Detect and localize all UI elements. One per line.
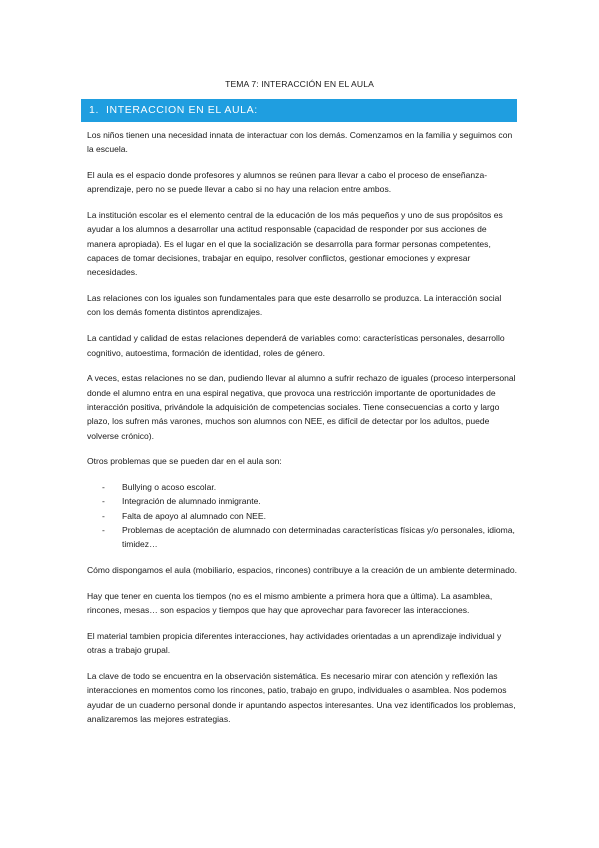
- list-item-text: Integración de alumnado inmigrante.: [122, 496, 261, 507]
- paragraph: Hay que tener en cuenta los tiempos (no es el mismo ambiente a primera hora que a última). La asamblea, rincones, mesas… son espacios y tiempos que hay que aprovechar para favorecer las interacciones.: [87, 590, 493, 616]
- list-item: [87, 509, 517, 523]
- paragraph: Otros problemas que se pueden dar en el aula son:: [87, 456, 282, 467]
- list-item-text: Bullying o acoso escolar.: [122, 482, 217, 493]
- list-item-text: Problemas de aceptación de alumnado con determinadas características físicas y/o personales, idioma, timidez…: [122, 525, 515, 550]
- section-heading: [81, 99, 517, 122]
- dash-bullet: -: [102, 482, 105, 493]
- list-item: [87, 480, 517, 494]
- paragraph: El material tambien propicia diferentes interacciones, hay actividades orientadas a un aprendizaje individual y otras a trabajo grupal.: [87, 631, 502, 656]
- paragraph: La cantidad y calidad de estas relaciones dependerá de variables como: características personales, desarrollo cognitivo, autoestima, formación de identidad, roles de género.: [87, 333, 505, 358]
- list-item: [87, 523, 517, 552]
- paragraph: La institución escolar es el elemento central de la educación de los más pequeños y uno de sus propósitos es ayudar a los alumnos a desarrollar una actitud responsable (capacidad de responder por sus acciones de manera apropiada). Es el lugar en el que la socialización se desarrolla para formar personas competentes, capaces de tomar decisiones, trabajar en equipo, resolver conflictos, gestionar emociones y expresar necesidades.: [87, 210, 503, 278]
- paragraph: Las relaciones con los iguales son fundamentales para que este desarrollo se produzca. La interacción social con los demás fomenta distintos aprendizajes.: [87, 293, 502, 318]
- dash-bullet: -: [102, 525, 105, 536]
- paragraph: Los niños tienen una necesidad innata de interactuar con los demás. Comenzamos en la familia y seguimos con la escuela.: [87, 130, 513, 155]
- list-item: [87, 494, 517, 508]
- dash-bullet: -: [102, 496, 105, 507]
- section-number: 1.: [89, 104, 99, 116]
- list-item-text: Falta de apoyo al alumnado con NEE.: [122, 510, 266, 521]
- paragraph: El aula es el espacio donde profesores y alumnos se reúnen para llevar a cabo el proceso de enseñanza-aprendizaje, pero no se puede llevar a cabo si no hay una relacion entre ambos.: [87, 170, 488, 195]
- paragraph: A veces, estas relaciones no se dan, pudiendo llevar al alumno a sufrir rechazo de iguales (proceso interpersonal donde el alumno entra en una espiral negativa, que provoca una restricción importante de oportunidades de interacción positiva, privándole la adquisición de competencias sociales. Tiene consecuencias a corto y largo plazo, los sufren más varones, muchos son alumnos con NEE, es difícil de detectar por los adultos, puede volverse crónico).: [87, 373, 516, 441]
- problems-list: [87, 480, 517, 551]
- paragraph: La clave de todo se encuentra en la observación sistemática. Es necesario mirar con atención y reflexión las interacciones en momentos como los rincones, patio, trabajo en grupo, individuales o asamblea. Nos podemos ayudar de un cuaderno personal donde ir apuntando aspectos interesantes. Una vez identificados los problemas, analizaremos las mejores estrategias.: [87, 671, 516, 724]
- document-title: TEMA 7: INTERACCIÓN EN EL AULA: [225, 79, 374, 89]
- section-label: INTERACCION EN EL AULA:: [106, 104, 258, 116]
- paragraph: Cómo dispongamos el aula (mobiliario, espacios, rincones) contribuye a la creación de un ambiente determinado.: [87, 565, 517, 576]
- dash-bullet: -: [102, 510, 105, 521]
- document-body: [87, 128, 517, 738]
